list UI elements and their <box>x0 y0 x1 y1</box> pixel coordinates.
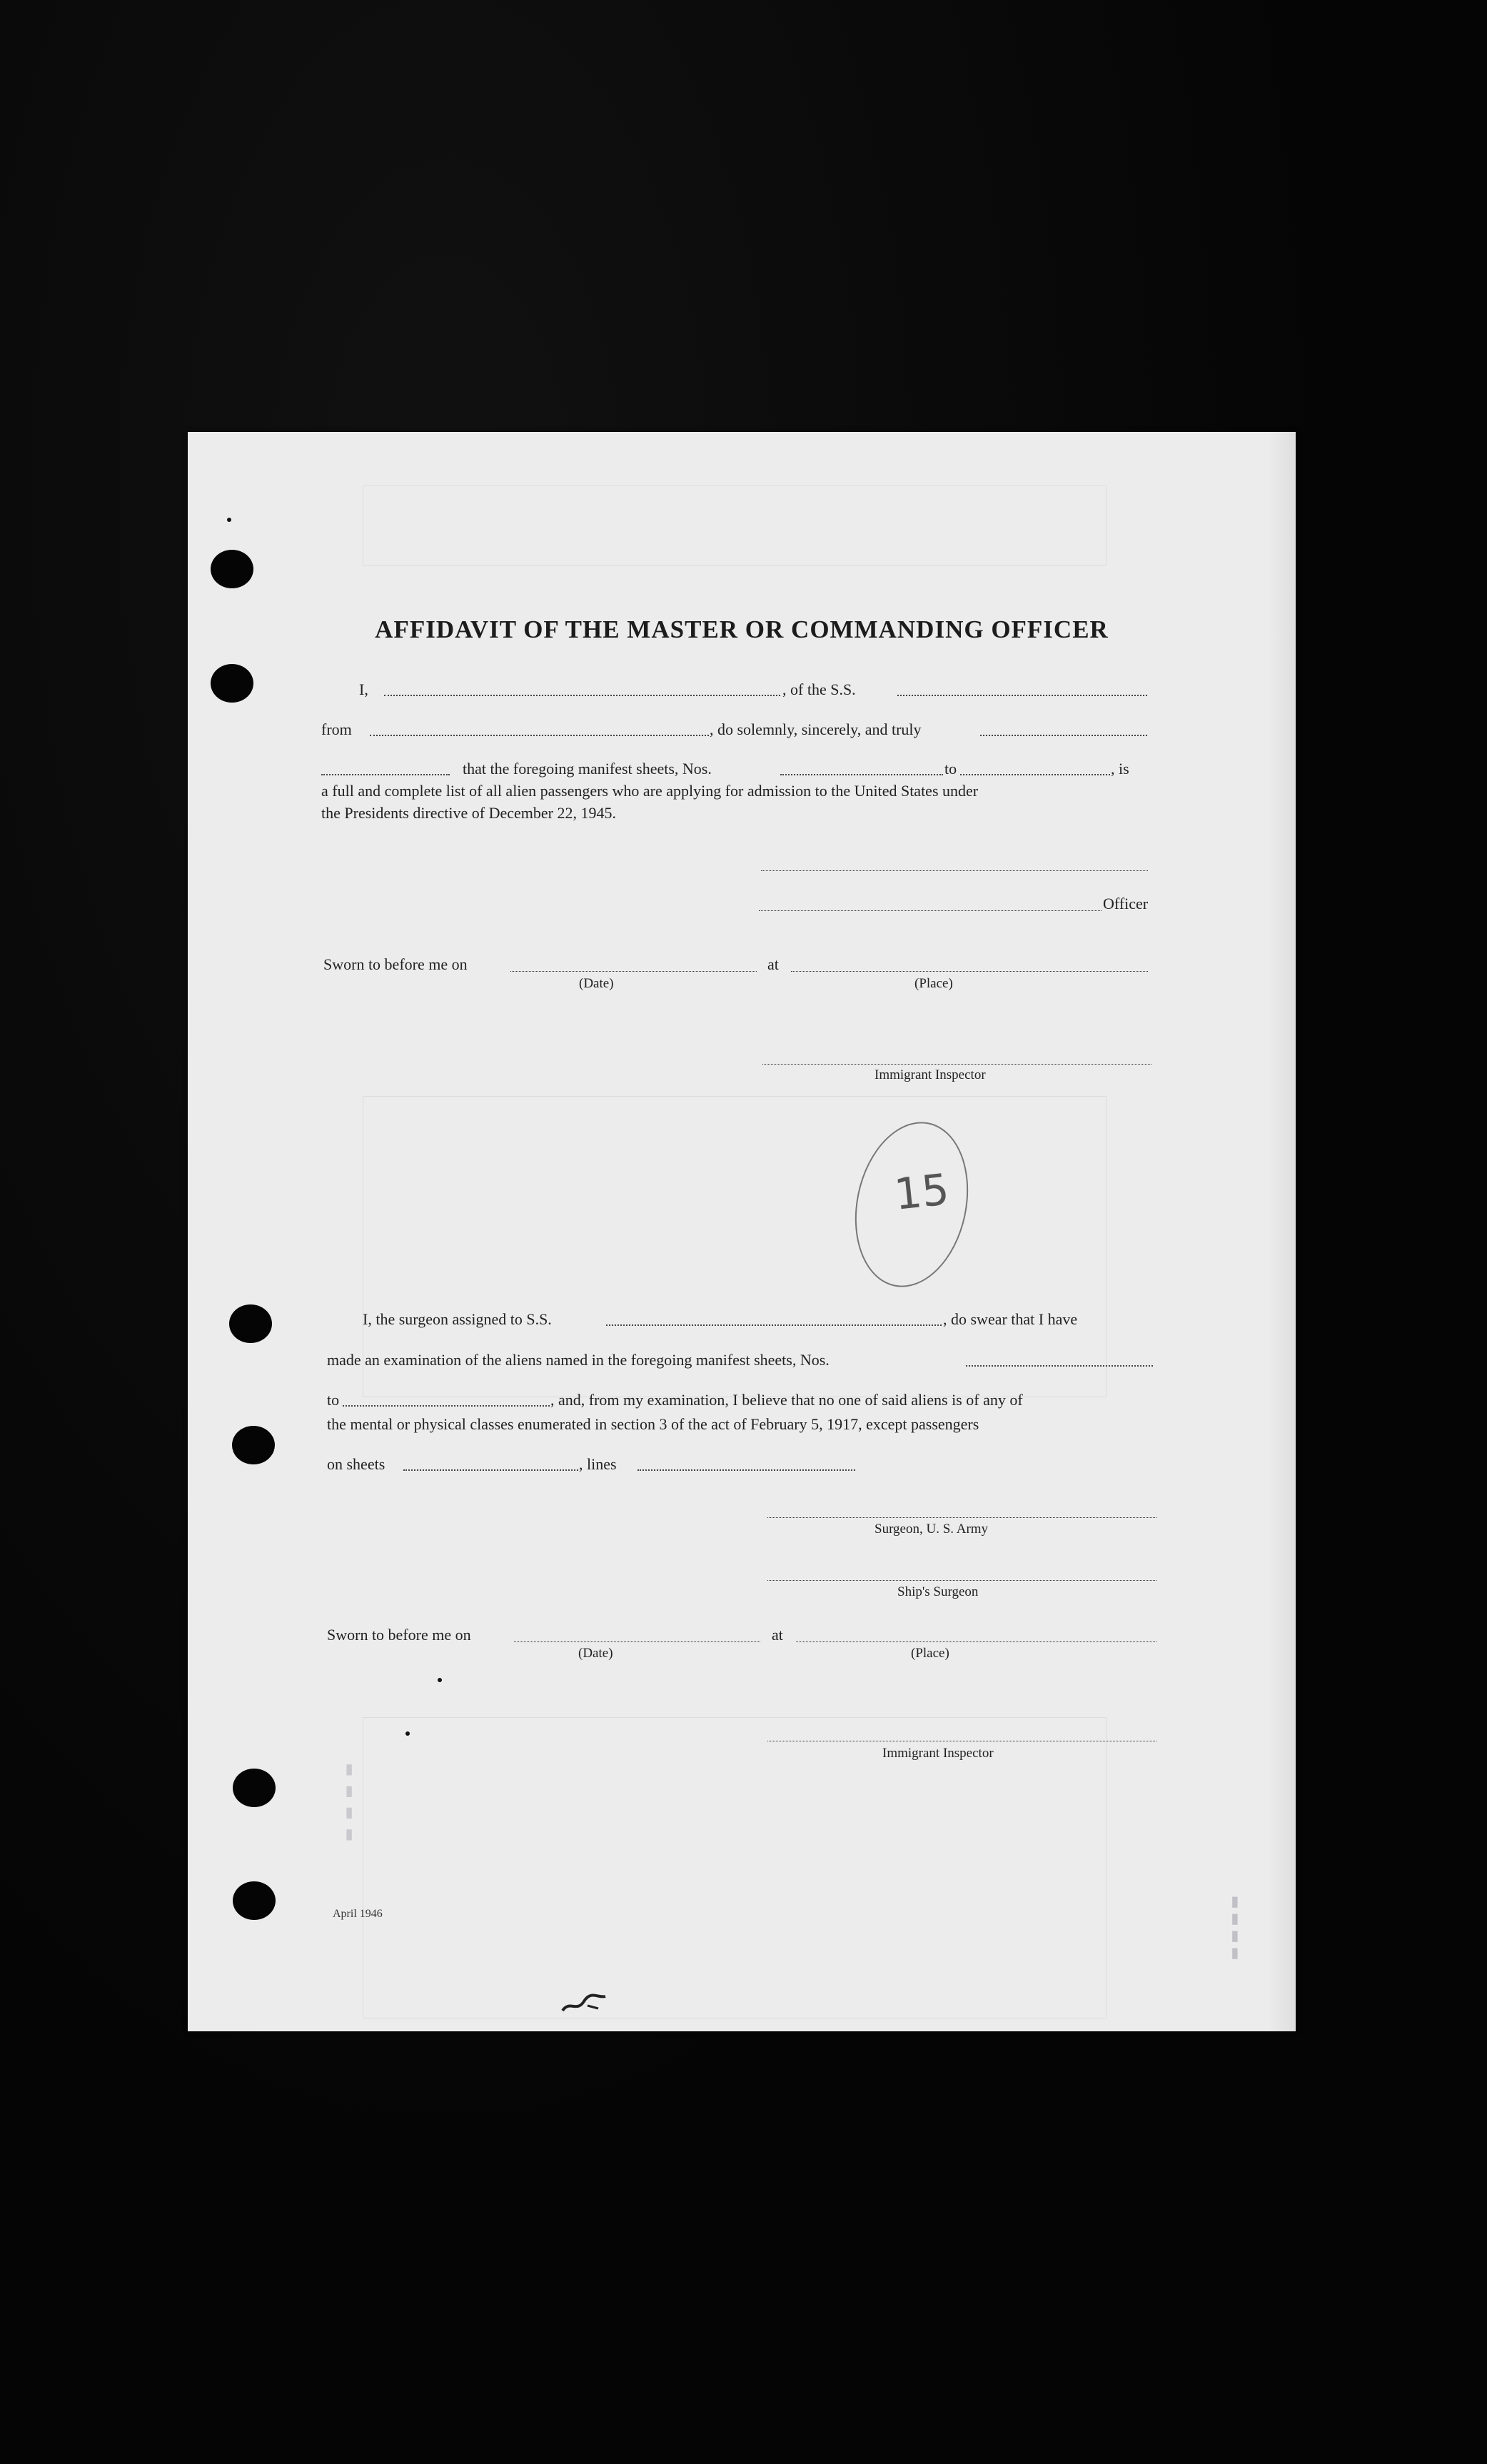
punch-hole <box>233 1769 276 1807</box>
master-line3-end: , is <box>1111 760 1129 778</box>
army-surgeon-signature-line[interactable] <box>767 1517 1156 1518</box>
surgeon-line1-end: , do swear that I have <box>943 1310 1078 1328</box>
master-name-field[interactable] <box>384 695 780 696</box>
surgeon-line3-start: to <box>327 1391 340 1409</box>
footer-form-date: April 1946 <box>333 1908 383 1920</box>
surgeon-line3-mid: , and, from my examination, I believe that no one of said aliens is of any of <box>550 1391 1023 1409</box>
master-line5: the Presidents directive of December 22, 1945. <box>321 804 616 822</box>
surgeon-line2: made an examination of the aliens named in the foregoing manifest sheets, Nos. <box>327 1351 830 1369</box>
punch-hole <box>211 664 253 703</box>
faint-serial-stamp: ▮ ▮ ▮ ▮ <box>341 1760 358 1843</box>
departure-port-field[interactable] <box>370 735 709 736</box>
master-sworn-place-field[interactable] <box>791 971 1148 972</box>
ship-surgeon-signature-line[interactable] <box>767 1580 1156 1581</box>
surgeon-line4: the mental or physical classes enumerated in section 3 of the act of February 5, 1917, except passengers <box>327 1415 979 1433</box>
oath-type-field[interactable] <box>980 735 1147 736</box>
dust-speck <box>438 1678 442 1682</box>
master-line1-start: I, <box>359 680 368 698</box>
faint-date-stamp: ▮▮▮▮ <box>1226 1895 1244 1963</box>
master-line3-to: to <box>944 760 957 778</box>
sheet-to-field[interactable] <box>960 774 1110 775</box>
affirm-field[interactable] <box>321 774 450 775</box>
surgeon-place-caption: (Place) <box>911 1646 949 1661</box>
surgeon-sheet-from-field[interactable] <box>966 1365 1153 1367</box>
surgeon-line5-mid: , lines <box>579 1455 617 1473</box>
document-title: AFFIDAVIT OF THE MASTER OR COMMANDING OFFICER <box>375 615 1109 643</box>
punch-hole <box>233 1881 276 1920</box>
surgeon-ship-field[interactable] <box>606 1324 942 1326</box>
master-sworn-date-field[interactable] <box>510 971 757 972</box>
master-date-caption: (Date) <box>579 976 614 991</box>
master-place-caption: (Place) <box>914 976 953 991</box>
surgeon-sheet-to-field[interactable] <box>343 1405 550 1407</box>
dust-speck <box>227 518 231 522</box>
surgeon-at-label: at <box>772 1626 783 1644</box>
master-line2-mid: , do solemnly, sincerely, and truly <box>710 720 922 738</box>
handwritten-number: 15 <box>892 1165 952 1220</box>
faint-grid-top <box>363 486 1107 565</box>
surgeon-line1-start: I, the surgeon assigned to S.S. <box>363 1310 552 1328</box>
army-surgeon-caption: Surgeon, U. S. Army <box>874 1522 989 1537</box>
master-line1-mid: , of the S.S. <box>782 680 856 698</box>
master-line4: a full and complete list of all alien passengers who are applying for admission to the United States under <box>321 782 979 800</box>
sheet-from-field[interactable] <box>780 774 943 775</box>
excepted-sheets-field[interactable] <box>403 1469 578 1471</box>
surgeon-sworn-label: Sworn to before me on <box>327 1626 471 1644</box>
faint-grid-bottom <box>363 1717 1107 2018</box>
master-inspector-caption: Immigrant Inspector <box>874 1067 986 1082</box>
master-at-label: at <box>767 955 779 973</box>
officer-label: Officer <box>1103 895 1149 912</box>
punch-hole <box>229 1304 272 1343</box>
dust-speck <box>405 1731 410 1736</box>
surgeon-inspector-caption: Immigrant Inspector <box>882 1746 994 1761</box>
punch-hole <box>232 1426 275 1464</box>
master-inspector-signature-line[interactable] <box>762 1064 1151 1065</box>
affidavit-sheet <box>188 432 1296 2031</box>
master-line2-start: from <box>321 720 352 738</box>
excepted-lines-field[interactable] <box>637 1469 855 1471</box>
officer-signature-line[interactable] <box>759 910 1102 911</box>
ink-scribble-mark <box>559 1993 609 2014</box>
ship-surgeon-caption: Ship's Surgeon <box>897 1584 979 1599</box>
sheet-edge-shadow <box>1267 432 1296 2031</box>
master-signature-line[interactable] <box>761 870 1148 871</box>
punch-hole <box>211 550 253 588</box>
ship-name-field[interactable] <box>897 695 1147 696</box>
surgeon-sworn-date-field[interactable] <box>514 1641 760 1642</box>
surgeon-date-caption: (Date) <box>578 1646 613 1661</box>
surgeon-sworn-place-field[interactable] <box>796 1641 1156 1642</box>
surgeon-line5-start: on sheets <box>327 1455 385 1473</box>
master-sworn-label: Sworn to before me on <box>323 955 468 973</box>
master-line3-mid: that the foregoing manifest sheets, Nos. <box>463 760 712 778</box>
